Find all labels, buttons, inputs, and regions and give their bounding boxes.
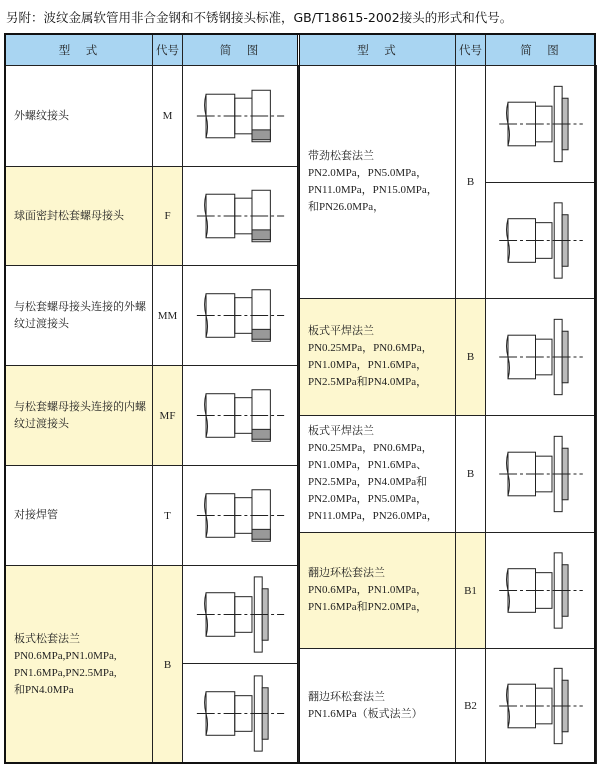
hubbed-loose-flange-drawing bbox=[486, 66, 596, 182]
pressure-rating: PN11.0MPa，PN26.0MPa， bbox=[308, 510, 438, 522]
left-row-2-code: F bbox=[152, 166, 183, 266]
external-thread-fitting-drawing bbox=[183, 66, 298, 166]
fitting-type bbox=[14, 208, 130, 225]
left-row-4-type bbox=[5, 365, 153, 466]
right-row-3-figure bbox=[485, 415, 597, 533]
pressure-rating: PN1.6MPa,PN2.5MPa, bbox=[14, 666, 117, 679]
pressure-rating: 和PN26.0MPa， bbox=[308, 201, 385, 213]
right-row-5-code: B2 bbox=[455, 648, 486, 764]
fitting-type bbox=[14, 399, 152, 433]
pressure-rating: PN11.0MPa，PN15.0MPa， bbox=[308, 184, 438, 196]
left-row-1-figure bbox=[182, 65, 299, 167]
left-row-5-type bbox=[5, 465, 153, 566]
header-figure-right: 简 图 bbox=[485, 34, 596, 66]
type-name: 球面密封松套螺母接头 bbox=[14, 209, 124, 222]
page-title: 另附：波纹金属软管用非合金钢和不锈钢接头标准，GB/T18615-2002接头的形式和代号。 bbox=[6, 10, 513, 25]
pressure-rating: PN1.0MPa，PN1.6MPa、 bbox=[308, 459, 428, 471]
type-name: 翻边环松套法兰 bbox=[308, 691, 385, 703]
type-name: 对接焊管 bbox=[14, 509, 58, 521]
fitting-type bbox=[14, 507, 64, 524]
pressure-rating: PN0.6MPa,PN1.0MPa, bbox=[14, 649, 117, 662]
spherical-seal-nut-fitting-drawing bbox=[183, 167, 298, 265]
header-type: 型 式 bbox=[5, 34, 153, 66]
right-row-5-figure bbox=[485, 648, 597, 764]
left-row-6-code: B bbox=[152, 565, 183, 764]
right-row-3-type bbox=[299, 415, 456, 533]
right-row-1-code: B bbox=[455, 65, 486, 299]
pressure-rating: PN2.5MPa和PN4.0MPa， bbox=[308, 376, 428, 388]
lap-joint-flange-drawing bbox=[486, 533, 596, 648]
left-row-6-figure-a bbox=[182, 565, 299, 664]
right-row-1-figure-b bbox=[485, 182, 597, 299]
plate-slip-on-flange-drawing bbox=[486, 416, 596, 532]
left-row-3-type bbox=[5, 265, 153, 366]
fitting-type bbox=[14, 299, 152, 333]
left-row-5-figure bbox=[182, 465, 299, 566]
right-row-1-type bbox=[299, 65, 456, 299]
pressure-rating: PN1.6MPa（板式法兰） bbox=[308, 708, 423, 720]
pressure-rating: PN0.25MPa，PN0.6MPa， bbox=[308, 342, 433, 354]
hubbed-loose-flange-drawing bbox=[486, 183, 596, 298]
type-name: 板式松套法兰 bbox=[14, 632, 80, 645]
right-row-2-type bbox=[299, 298, 456, 416]
header-type-right: 型 式 bbox=[299, 34, 456, 66]
left-row-3-code: MM bbox=[152, 265, 183, 366]
fitting-type bbox=[308, 423, 438, 525]
type-name: 与松套螺母接头连接的内螺纹过渡接头 bbox=[14, 400, 146, 430]
pressure-rating: PN0.6MPa，PN1.0MPa， bbox=[308, 584, 428, 596]
plate-slip-on-flange-drawing bbox=[486, 299, 596, 415]
type-name: 带劲松套法兰 bbox=[308, 150, 374, 162]
loose-plate-flange-drawing bbox=[183, 566, 298, 663]
left-row-3-figure bbox=[182, 265, 299, 366]
right-row-4-figure bbox=[485, 532, 597, 649]
header-code-right: 代号 bbox=[455, 34, 486, 66]
left-row-6-type bbox=[5, 565, 153, 764]
left-row-4-figure bbox=[182, 365, 299, 466]
table-divider bbox=[297, 33, 300, 764]
left-row-1-type bbox=[5, 65, 153, 167]
right-row-4-code: B1 bbox=[455, 532, 486, 649]
fitting-type bbox=[308, 148, 438, 216]
right-row-3-code: B bbox=[455, 415, 486, 533]
type-name: 翻边环松套法兰 bbox=[308, 567, 385, 579]
pressure-rating: PN1.6MPa和PN2.0MPa， bbox=[308, 601, 428, 613]
type-name: 板式平焊法兰 bbox=[308, 425, 374, 437]
right-row-2-figure bbox=[485, 298, 597, 416]
left-row-5-code: T bbox=[152, 465, 183, 566]
left-row-4-code: MF bbox=[152, 365, 183, 466]
fitting-type bbox=[308, 689, 423, 723]
left-row-6-figure-b bbox=[182, 663, 299, 764]
left-row-1-code: M bbox=[152, 65, 183, 167]
header-figure: 简 图 bbox=[182, 34, 298, 66]
female-adapter-drawing bbox=[183, 366, 298, 465]
pressure-rating: PN2.0MPa，PN5.0MPa， bbox=[308, 167, 428, 179]
type-name: 外螺纹接头 bbox=[14, 109, 69, 122]
pressure-rating: PN2.0MPa，PN5.0MPa， bbox=[308, 493, 428, 505]
pressure-rating: PN0.25MPa，PN0.6MPa， bbox=[308, 442, 433, 454]
fitting-type bbox=[14, 631, 117, 699]
type-name: 与松套螺母接头连接的外螺纹过渡接头 bbox=[14, 300, 146, 330]
fitting-type bbox=[308, 565, 427, 616]
header-code: 代号 bbox=[152, 34, 183, 66]
lap-joint-plate-flange-drawing bbox=[486, 649, 596, 763]
left-row-2-type bbox=[5, 166, 153, 266]
pressure-rating: 和PN4.0MPa bbox=[14, 683, 74, 696]
type-name: 板式平焊法兰 bbox=[308, 325, 374, 337]
right-row-4-type bbox=[299, 532, 456, 649]
pressure-rating: PN1.0MPa，PN1.6MPa， bbox=[308, 359, 428, 371]
right-row-1-figure-a bbox=[485, 65, 597, 183]
fitting-type bbox=[14, 108, 75, 125]
right-row-2-code: B bbox=[455, 298, 486, 416]
right-row-5-type bbox=[299, 648, 456, 764]
loose-plate-flange-drawing bbox=[183, 664, 298, 763]
male-adapter-drawing bbox=[183, 266, 298, 365]
left-row-2-figure bbox=[182, 166, 299, 266]
pressure-rating: PN2.5MPa，PN4.0MPa和 bbox=[308, 476, 428, 488]
butt-weld-pipe-drawing bbox=[183, 466, 298, 565]
fitting-type bbox=[308, 323, 433, 391]
